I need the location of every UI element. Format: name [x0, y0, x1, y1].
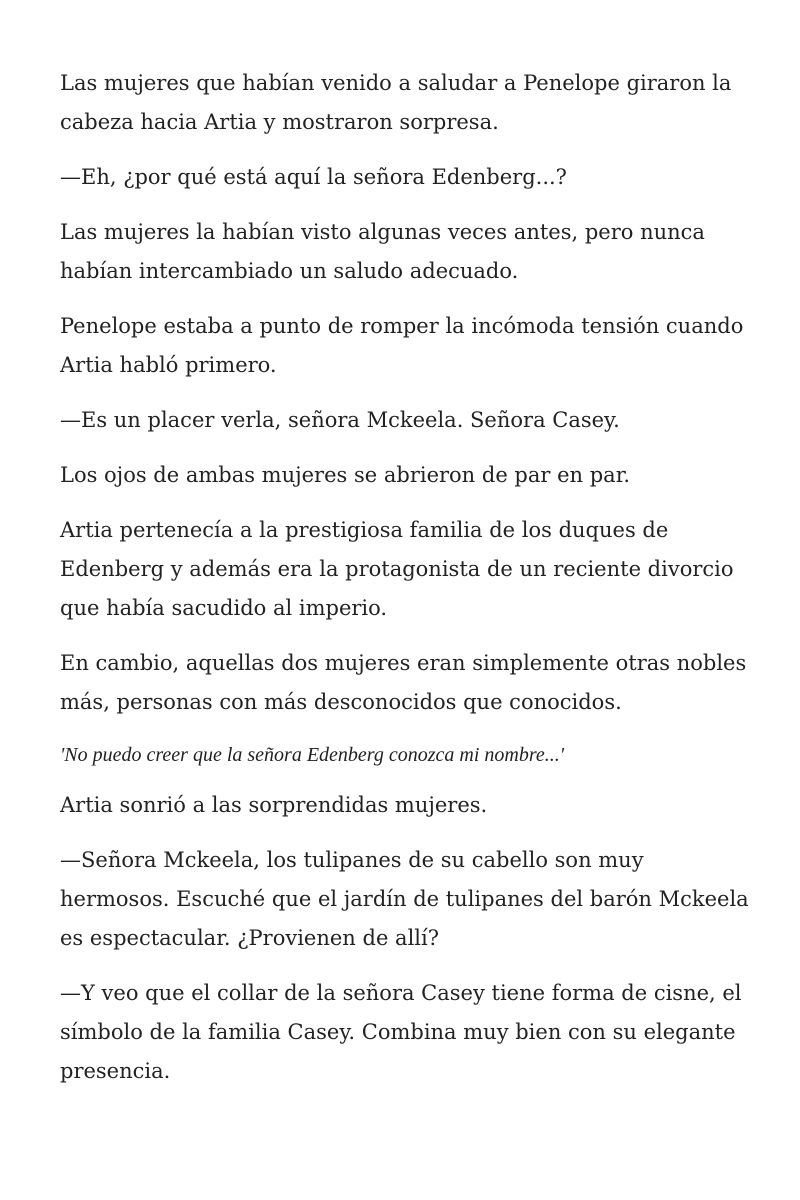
paragraph: Los ojos de ambas mujeres se abrieron de par en par. [60, 463, 631, 487]
dialogue-paragraph: —Señora Mckeela, los tulipanes de su cabello son muy hermosos. Escuché que el jardín de tulipanes del barón Mckeela es espectacular. ¿Provienen de allí? [60, 848, 749, 950]
reading-page [60, 64, 750, 1107]
dialogue-paragraph: —Y veo que el collar de la señora Casey tiene forma de cisne, el símbolo de la familia Casey. Combina muy bien con su elegante presencia. [60, 981, 742, 1083]
paragraph: Las mujeres que habían venido a saludar a Penelope giraron la cabeza hacia Artia y mostraron sorpresa. [60, 71, 732, 134]
inner-thought-paragraph: 'No puedo creer que la señora Edenberg conozca mi nombre...' [60, 744, 565, 766]
paragraph: Artia sonrió a las sorprendidas mujeres. [60, 793, 488, 817]
dialogue-paragraph: —Es un placer verla, señora Mckeela. Señora Casey. [60, 408, 620, 432]
paragraph: En cambio, aquellas dos mujeres eran simplemente otras nobles más, personas con más desconocidos que conocidos. [60, 651, 747, 714]
paragraph: Artia pertenecía a la prestigiosa familia de los duques de Edenberg y además era la protagonista de un reciente divorcio que había sacudido al imperio. [60, 518, 734, 620]
dialogue-paragraph: —Eh, ¿por qué está aquí la señora Edenberg...? [60, 165, 567, 189]
paragraph: Las mujeres la habían visto algunas veces antes, pero nunca habían intercambiado un saludo adecuado. [60, 220, 705, 283]
paragraph: Penelope estaba a punto de romper la incómoda tensión cuando Artia habló primero. [60, 314, 744, 377]
